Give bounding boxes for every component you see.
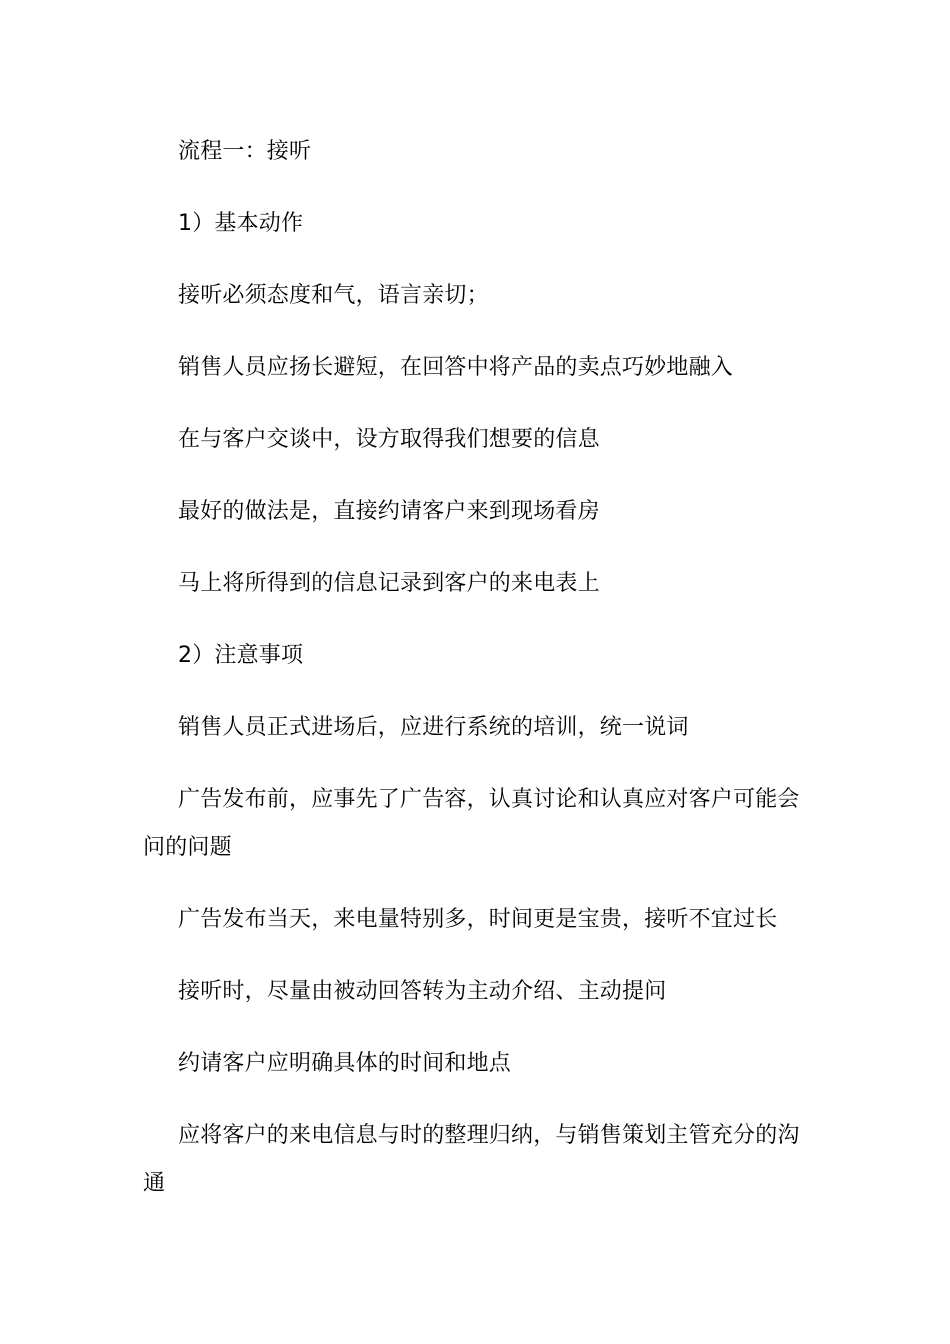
paragraph: 销售人员正式进场后，应进行系统的培训，统一说词 (178, 715, 689, 740)
paragraph: 应将客户的来电信息与时的整理归纳，与销售策划主管充分的沟通 (143, 1123, 800, 1196)
subsection-heading: 2）注意事项 (178, 643, 304, 668)
section-heading: 流程一：接听 (178, 139, 312, 164)
paragraph: 广告发布当天，来电量特别多，时间更是宝贵，接听不宜过长 (178, 907, 778, 932)
paragraph: 最好的做法是，直接约请客户来到现场看房 (178, 499, 600, 524)
paragraph: 广告发布前，应事先了广告容，认真讨论和认真应对客户可能会问的问题 (143, 787, 800, 860)
subsection-heading: 1）基本动作 (178, 211, 304, 236)
paragraph: 销售人员应扬长避短，在回答中将产品的卖点巧妙地融入 (178, 355, 734, 380)
paragraph: 接听必须态度和气，语言亲切； (178, 283, 489, 308)
paragraph: 约请客户应明确具体的时间和地点 (178, 1051, 512, 1076)
paragraph: 马上将所得到的信息记录到客户的来电表上 (178, 571, 600, 596)
paragraph: 在与客户交谈中，设方取得我们想要的信息 (178, 427, 600, 452)
paragraph: 接听时，尽量由被动回答转为主动介绍、主动提问 (178, 979, 667, 1004)
document-body (143, 128, 808, 1232)
